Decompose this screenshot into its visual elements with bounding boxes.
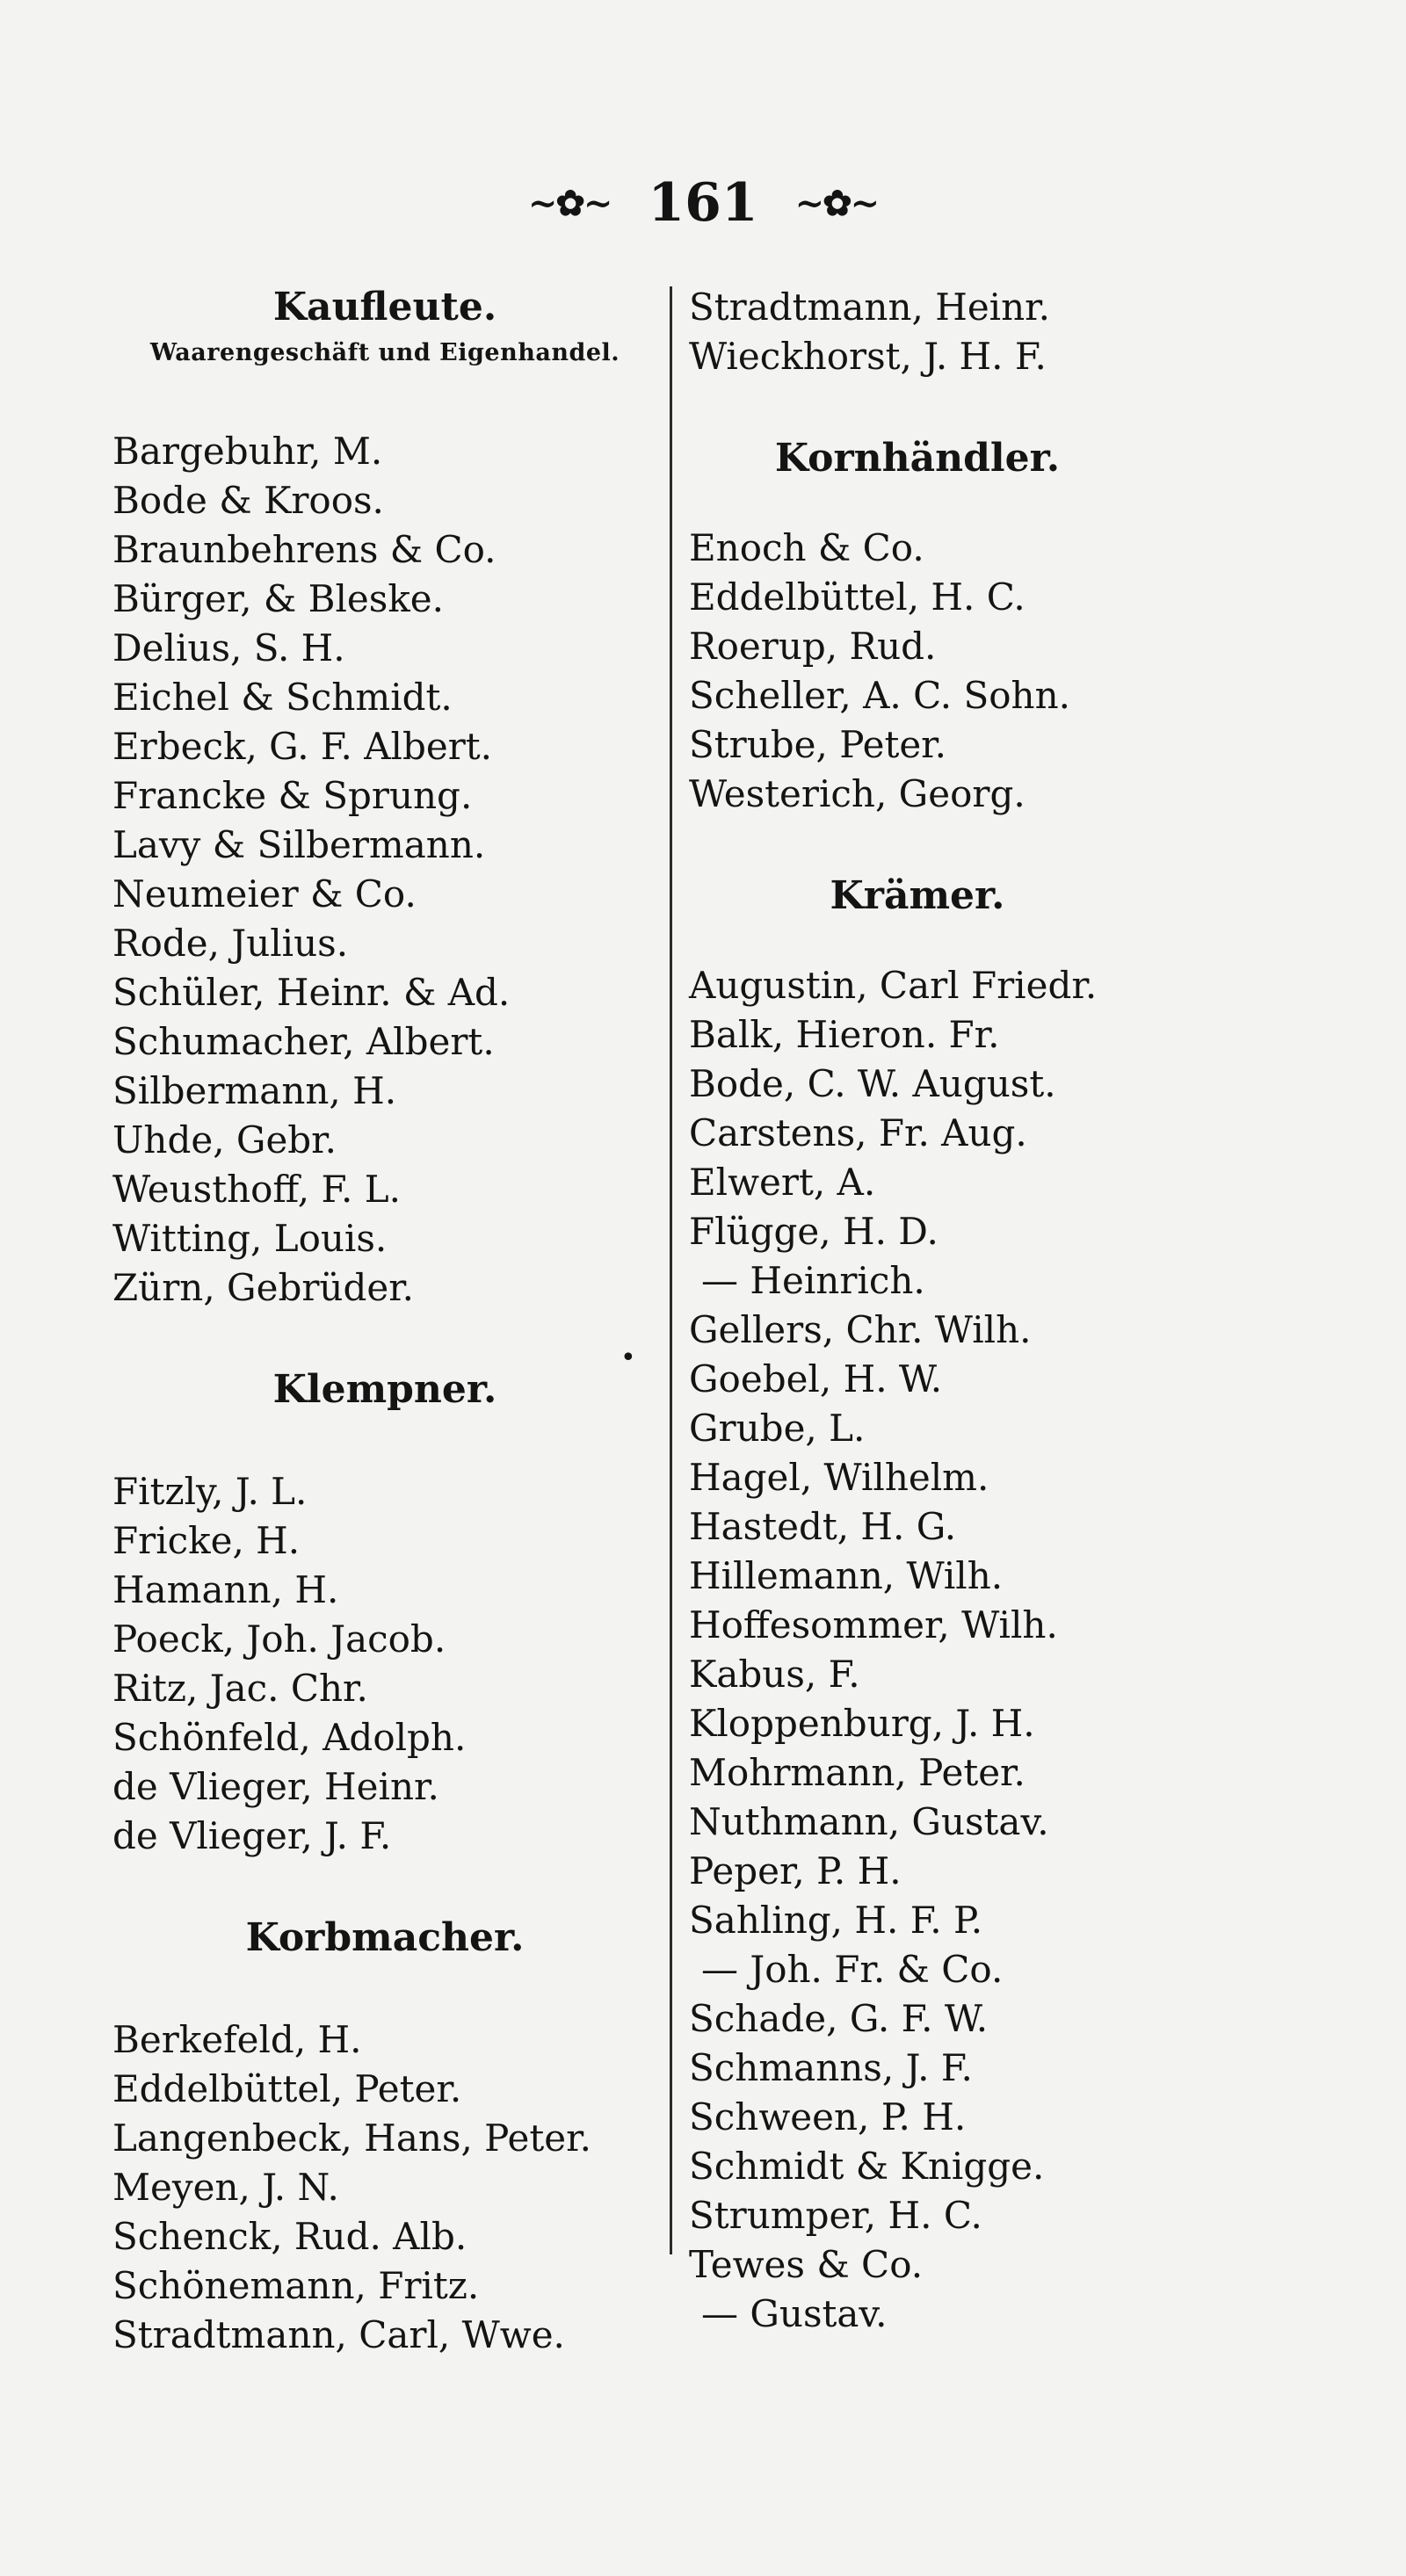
- list-item: Braunbehrens & Co.: [112, 528, 496, 571]
- list-item: Bargebuhr, M.: [112, 430, 383, 473]
- list-item: Berkefeld, H.: [112, 2018, 362, 2061]
- list-item: Fitzly, J. L.: [112, 1470, 308, 1513]
- list-item: Schmanns, J. F.: [689, 2046, 973, 2089]
- list-item: Balk, Hieron. Fr.: [689, 1013, 1000, 1056]
- list-item: Strube, Peter.: [689, 723, 946, 766]
- list-klempner: [112, 1467, 657, 1861]
- list-item: Peper, P. H.: [689, 1849, 902, 1892]
- list-item: Goebel, H. W.: [689, 1357, 943, 1400]
- list-item: de Vlieger, Heinr.: [112, 1765, 439, 1808]
- list-item: Kabus, F.: [689, 1653, 860, 1696]
- list-item: Lavy & Silbermann.: [112, 823, 486, 866]
- list-item: Bürger, & Bleske.: [112, 577, 444, 620]
- list-continued: [689, 283, 1146, 381]
- section-title-klempner: Klempner.: [272, 1367, 497, 1412]
- list-kaufleute: [112, 427, 657, 1313]
- right-column: [689, 283, 1146, 2339]
- list-item: Schumacher, Albert.: [112, 1020, 495, 1063]
- list-item: Poeck, Joh. Jacob.: [112, 1617, 446, 1661]
- list-item: Hagel, Wilhelm.: [689, 1456, 989, 1499]
- list-item: Augustin, Carl Friedr.: [689, 964, 1098, 1007]
- list-item: Flügge, H. D.: [689, 1210, 939, 1253]
- list-item: Ritz, Jac. Chr.: [112, 1667, 368, 1710]
- section-title-kornhaendler: Kornhändler.: [774, 436, 1061, 481]
- ornament-right: ~✿~: [794, 182, 879, 224]
- list-item: Eichel & Schmidt.: [112, 676, 453, 719]
- list-item: Schüler, Heinr. & Ad.: [112, 971, 511, 1014]
- list-item: Hastedt, H. G.: [689, 1505, 957, 1548]
- section-title-kaufleute: Kaufleute.: [272, 285, 497, 329]
- list-item: Bode, C. W. August.: [689, 1062, 1056, 1105]
- list-item: Kloppenburg, J. H.: [689, 1702, 1035, 1745]
- list-item: Langenbeck, Hans, Peter.: [112, 2117, 591, 2160]
- list-item: Schönfeld, Adolph.: [112, 1716, 467, 1759]
- list-item: Elwert, A.: [689, 1161, 876, 1204]
- list-item: Erbeck, G. F. Albert.: [112, 725, 493, 768]
- ornament-left: ~✿~: [527, 182, 612, 224]
- list-item: — Joh. Fr. & Co.: [701, 1948, 1004, 1991]
- list-item: Fricke, H.: [112, 1519, 301, 1562]
- list-item: Rode, Julius.: [112, 922, 349, 965]
- list-item: Westerich, Georg.: [689, 772, 1026, 815]
- list-item: Roerup, Rud.: [689, 625, 937, 668]
- list-kornhaendler: [689, 524, 1146, 819]
- list-korbmacher: [112, 2015, 657, 2360]
- list-item: Eddelbüttel, Peter.: [112, 2067, 462, 2110]
- list-item: Schade, G. F. W.: [689, 1997, 989, 2040]
- list-item: Bode & Kroos.: [112, 479, 384, 522]
- list-item: Hoffesommer, Wilh.: [689, 1603, 1058, 1646]
- list-item: Schönemann, Fritz.: [112, 2264, 480, 2307]
- column-divider: [670, 286, 672, 2254]
- list-item: Grube, L.: [689, 1407, 866, 1450]
- list-item: Eddelbüttel, H. C.: [689, 575, 1026, 619]
- left-column: [112, 283, 657, 2360]
- list-item: Meyen, J. N.: [112, 2166, 339, 2209]
- list-item: Witting, Louis.: [112, 1217, 388, 1260]
- list-item: Nuthmann, Gustav.: [689, 1800, 1049, 1843]
- list-item: Weusthoff, F. L.: [112, 1168, 402, 1211]
- list-item: — Gustav.: [701, 2292, 888, 2335]
- list-item: Schenck, Rud. Alb.: [112, 2215, 467, 2258]
- list-item: Enoch & Co.: [689, 526, 924, 569]
- list-item: Tewes & Co.: [689, 2243, 924, 2286]
- list-item: Sahling, H. F. P.: [689, 1899, 983, 1942]
- section-subtitle-kaufleute: Waarengeschäft und Eigenhandel.: [149, 339, 620, 366]
- list-item: Stradtmann, Carl, Wwe.: [112, 2313, 565, 2356]
- list-item: Carstens, Fr. Aug.: [689, 1111, 1027, 1154]
- list-item: Wieckhorst, J. H. F.: [689, 335, 1047, 378]
- list-item: Scheller, A. C. Sohn.: [689, 674, 1070, 717]
- list-item: Francke & Sprung.: [112, 774, 473, 817]
- list-item: Neumeier & Co.: [112, 872, 417, 915]
- list-item: Silbermann, H.: [112, 1069, 397, 1112]
- list-item: Uhde, Gebr.: [112, 1118, 337, 1161]
- list-item: Zürn, Gebrüder.: [112, 1266, 415, 1309]
- list-item: Hamann, H.: [112, 1568, 339, 1611]
- list-item: Strumper, H. C.: [689, 2194, 982, 2237]
- list-item: Schween, P. H.: [689, 2095, 967, 2138]
- list-item: Hillemann, Wilh.: [689, 1554, 1004, 1597]
- page-number: 161: [648, 172, 758, 234]
- list-item: Mohrmann, Peter.: [689, 1751, 1026, 1794]
- list-item: Stradtmann, Heinr.: [689, 286, 1050, 329]
- section-title-kraemer: Krämer.: [830, 873, 1005, 918]
- list-kraemer: [689, 961, 1146, 2339]
- klempner-bullet: •: [620, 1342, 636, 1373]
- list-item: Delius, S. H.: [112, 626, 345, 669]
- list-item: de Vlieger, J. F.: [112, 1814, 392, 1857]
- section-title-korbmacher: Korbmacher.: [245, 1915, 525, 1960]
- list-item: — Heinrich.: [701, 1259, 925, 1302]
- list-item: Schmidt & Knigge.: [689, 2145, 1045, 2188]
- page-header: [0, 172, 1406, 238]
- list-item: Gellers, Chr. Wilh.: [689, 1308, 1032, 1351]
